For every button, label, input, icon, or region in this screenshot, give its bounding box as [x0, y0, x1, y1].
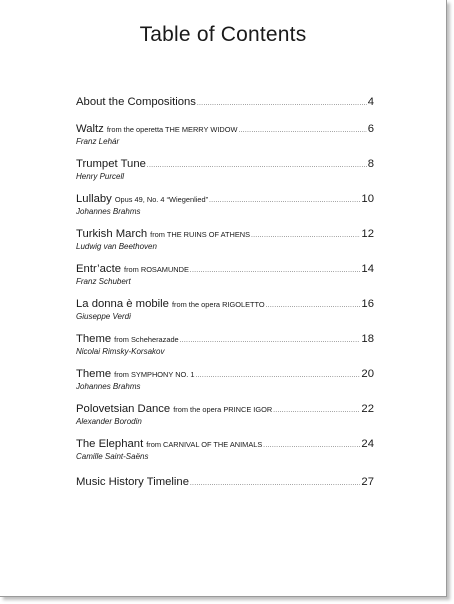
- entry-page-number: 22: [361, 403, 374, 415]
- dot-leader: [238, 128, 366, 134]
- dot-leader: [190, 268, 361, 274]
- toc-entry: [76, 476, 374, 488]
- page-title: Table of Contents: [139, 23, 307, 46]
- entry-source: from SYMPHONY NO. 1: [114, 370, 195, 379]
- toc-entry: [76, 123, 374, 146]
- entry-page-number: 16: [361, 298, 374, 310]
- entry-source: from the operetta THE MERRY WIDOW: [106, 125, 238, 134]
- entry-page-number: 10: [361, 193, 374, 205]
- entry-composer: Alexander Borodin: [76, 417, 142, 426]
- entry-page-number: 14: [361, 263, 374, 275]
- dot-leader: [180, 338, 361, 344]
- toc-entry: [76, 193, 374, 216]
- entry-title: Lullaby: [76, 193, 112, 205]
- entry-source: from the opera RIGOLETTO: [171, 300, 265, 309]
- entry-source: from ROSAMUNDE: [124, 265, 189, 274]
- entry-title: About the Compositions: [76, 96, 196, 108]
- entry-title: Trumpet Tune: [76, 158, 146, 170]
- entry-source: from the opera PRINCE IGOR: [173, 405, 273, 414]
- entry-composer: Giuseppe Verdi: [76, 312, 131, 321]
- dot-leader: [263, 443, 360, 449]
- toc-entry: [76, 438, 374, 461]
- entry-page-number: 18: [361, 333, 374, 345]
- entry-title: Entr’acte: [76, 263, 122, 275]
- entry-page-number: 8: [367, 158, 374, 170]
- toc-entry: [76, 298, 374, 321]
- entry-page-number: 6: [367, 123, 374, 135]
- entry-title: Waltz: [76, 123, 104, 135]
- entry-source: Opus 49, No. 4 “Wiegenlied”: [114, 195, 209, 204]
- entry-source: from Scheherazade: [114, 335, 179, 344]
- entry-title: Turkish March: [76, 228, 148, 240]
- dot-leader: [266, 303, 361, 309]
- entry-page-number: 24: [361, 438, 374, 450]
- entry-page-number: 4: [367, 96, 374, 108]
- toc-entry: [76, 263, 374, 286]
- entry-composer: Henry Purcell: [76, 172, 125, 181]
- entry-composer: Johannes Brahms: [76, 382, 141, 391]
- toc-entry: [76, 158, 374, 181]
- entry-source: from THE RUINS OF ATHENS: [150, 230, 251, 239]
- dot-leader: [209, 198, 360, 204]
- entry-page-number: 12: [361, 228, 374, 240]
- entry-title: Theme: [76, 333, 112, 345]
- entry-composer: Franz Lehár: [76, 137, 120, 146]
- entry-composer: Johannes Brahms: [76, 207, 141, 216]
- dot-leader: [190, 481, 360, 487]
- dot-leader: [196, 373, 361, 379]
- toc-entry: [76, 96, 374, 108]
- entry-title: The Elephant: [76, 438, 144, 450]
- entry-title: La donna è mobile: [76, 298, 169, 310]
- entry-page-number: 20: [361, 368, 374, 380]
- entry-composer: Ludwig van Beethoven: [76, 242, 157, 251]
- dot-leader: [197, 101, 367, 107]
- entry-composer: Camille Saint-Saëns: [76, 452, 149, 461]
- entry-source: from CARNIVAL OF THE ANIMALS: [146, 440, 263, 449]
- entry-title: Theme: [76, 368, 112, 380]
- entry-composer: Franz Schubert: [76, 277, 131, 286]
- toc-entry: [76, 333, 374, 356]
- dot-leader: [147, 163, 367, 169]
- table-of-contents: [76, 96, 374, 488]
- toc-entry: [76, 228, 374, 251]
- toc-entry: [76, 403, 374, 426]
- entry-title: Polovetsian Dance: [76, 403, 171, 415]
- dot-leader: [273, 408, 360, 414]
- entry-title: Music History Timeline: [76, 476, 189, 488]
- entry-composer: Nicolai Rimsky-Korsakov: [76, 347, 165, 356]
- entry-page-number: 27: [361, 476, 374, 488]
- dot-leader: [251, 233, 360, 239]
- toc-entry: [76, 368, 374, 391]
